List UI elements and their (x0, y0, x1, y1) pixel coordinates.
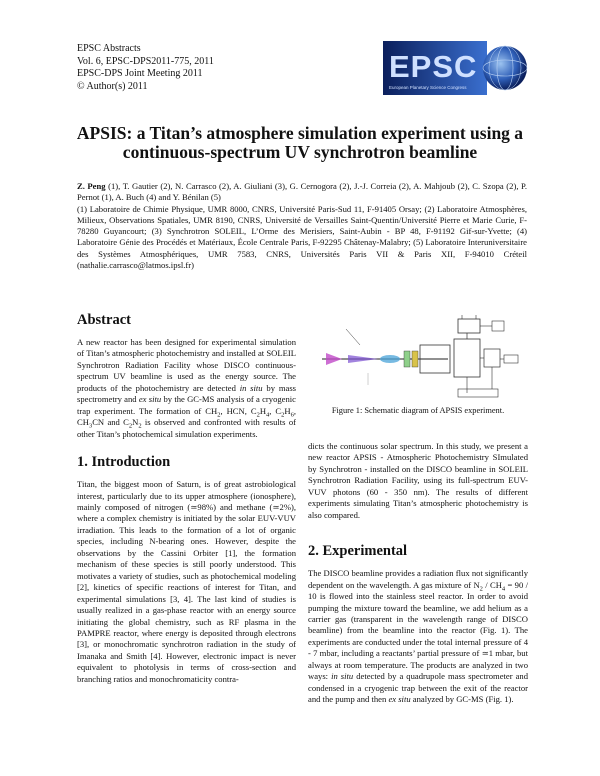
epsc-logo (383, 41, 529, 95)
intro-paragraph: Titan, the biggest moon of Saturn, is of great astrobiological interest, particularly due to its upper atmosphere (ionosphere), mainly composed of nitrogen (≃98%) and methane (≃2%), where a complex chemistry is initiated by the solar EUV-VUV irradiation. This leads to the formation of a lot of organic species, including N-bearing ones. However, despite the observations by the Cassini Orbiter [1], the formation mechanism of these species is still poorly understood. This motivates a variety of studies, such as photochemical modeling [2], kinetics of specific reactions of interest for Titan, and experimental simulations [3, 4]. The last kind of studies is usually realized in a gas-phase reactor with an energy source initiating the global chemistry, such as RF plasma in the PAMPRE reactor, where energy is deposited through electrons [3], or monochromatic synchrotron radiation in the study of Imanaka and Smith [4]. However, electronic impact is never equivalent to photolysis in terms of cross-section and branching ratios and monochromaticity contra- (77, 479, 296, 684)
author-list: (1), T. Gautier (2), N. Carrasco (2), A. Giuliani (3), G. Cernogora (2), J.-J. Correia (2), A. Mahjoub (2), C. Szopa (2), P. Pernot (1), A. Buch (4) and Y. Bénilan (5) (77, 181, 527, 203)
figure-1-diagram (308, 315, 528, 401)
title-line-2: continuous-spectrum UV synchrotron beamline (122, 142, 478, 162)
header-line: EPSC Abstracts (77, 43, 141, 54)
title-line-1: APSIS: a Titan’s atmosphere simulation experiment using a (76, 123, 524, 143)
mass-spectrometer-box (458, 319, 480, 333)
abstract-paragraph: A new reactor has been designed for experimental simulation of Titan’s atmospheric photochemistry and installed at SOLEIL Synchrotron Radiation Facility whose DISCO continuous-spectrum UV beamline is used as the energy source. The products of the photochemistry are detected in situ by mass spectrometry and ex situ by the GC-MS analysis of a cryogenic trap experiment. The formation of $CH_2$, HCN, $C_2H_4$, $C_2H_6$, $CH_3CN$ and $C_2N_2$ is observed and confronted with results of other Titan’s photochemical simulation experiments. (77, 337, 297, 439)
affiliations: (1) Laboratoire de Chimie Physique, UMR 8000, CNRS, Université Paris-Sud 11, F-91405 Orsay; (2) Laboratoire Atmosphères, Milieux, Observations Spatiales, UMR 8190, CNRS, Université de Versailles Saint-Quentin/Université Pierre et Marie Curie, F-78280 Guyancourt; (3) Synchrotron SOLEIL, L’Orme des Merisiers, Saint-Aubin - BP 48, F-91192 Gif-sur-Yvette; (4) Laboratoire Génie des Procédés et Matériaux, École Centrale Paris, F-92295 Châtenay-Malabry; (5) Laboratoire Interuniversitaire des Systèmes Atmosphériques, UMR 7583, CNRS, Universités Paris VII & Paris XII, F-94010 Créteil (nathalie.carrasco@latmos.ipsl.fr) (77, 203, 527, 271)
reactor-chamber (454, 339, 480, 377)
synchrotron-source (326, 353, 342, 365)
logo-text: EPSC (389, 49, 478, 84)
left-column (77, 312, 296, 685)
pump-box (492, 321, 504, 331)
window (404, 351, 410, 367)
first-author: Z. Peng (77, 181, 106, 191)
header-line: EPSC-DPS Joint Meeting 2011 (77, 68, 203, 79)
journal-header (77, 43, 214, 93)
experimental-heading: 2. Experimental (308, 543, 408, 560)
logo-subtitle: European Planetary Science Congress (389, 85, 467, 90)
abstract-heading: Abstract (77, 312, 131, 328)
cryogenic-trap (484, 349, 500, 367)
right-column (308, 315, 528, 706)
intro-continued-paragraph: dicts the continuous solar spectrum. In this study, we present a new reactor APSIS - Atmospheric Photochemistry SImulated by Synchrotron - installed on the DISCO beamline in SOLEIL Synchrotron Radiation Facility, using its full-spectrum EUV-VUV photons (60 - 350 nm). The results of different experiments simulating Titan’s atmospheric photochemistry is also compared. (308, 441, 528, 520)
header-line: Vol. 6, EPSC-DPS2011-775, 2011 (77, 55, 214, 67)
paper-title (70, 124, 530, 162)
figure-caption: Figure 1: Schematic diagram of APSIS experiment. (331, 406, 505, 415)
author-block (77, 181, 527, 271)
experimental-paragraph: The DISCO beamline provides a radiation flux not significantly dependent on the wavelength. A gas mixture of $N_2 / CH_4 = 90 / 10$ is flowed into the stainless steel reactor. In order to avoid pumping the mixture toward the beamline, we add helium as a carrier gas (transparent in the wavelength range of DISCO beamline) from the beamline into the reactor (Fig. 1). The experiments are conducted under the total internal pressure of 4 - 7 mbar, including a reactants’ partial pressure of ≃1 mbar, but always at room temperature. The products are analyzed in two ways: in situ detected by a quadrupole mass spectrometer and condensed in a cryogenic trap between the exit of the reactor and the pump and then ex situ analyzed by GC-MS (Fig. 1). (308, 568, 528, 705)
header-line: © Author(s) 2011 (77, 80, 148, 92)
intro-heading: 1. Introduction (77, 454, 171, 471)
